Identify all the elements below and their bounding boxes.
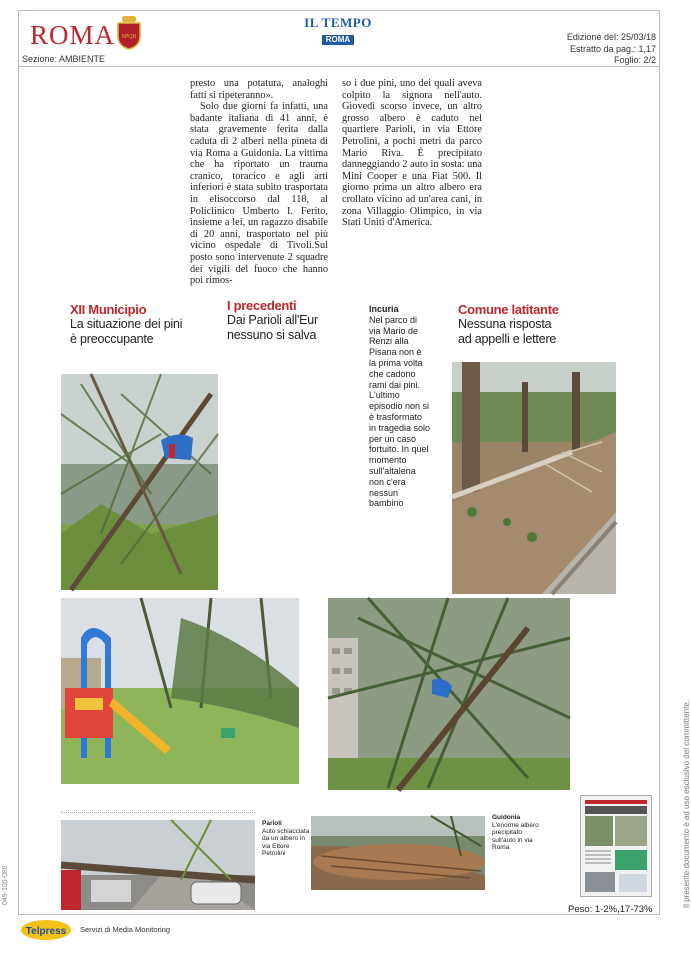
- section-municipio: [70, 302, 200, 347]
- section-title: Comune latitante: [458, 302, 559, 317]
- section-subtitle: nessuno si salva: [227, 328, 317, 342]
- article-column-1: [190, 78, 328, 287]
- section-subtitle: è preoccupante: [70, 332, 154, 346]
- section-precedenti: [227, 298, 357, 343]
- section-label: Sezione: AMBIENTE: [22, 54, 106, 64]
- masthead: [300, 16, 376, 47]
- caption-guidonia: [492, 814, 542, 852]
- front-page-thumbnail: [580, 795, 652, 897]
- city-title: ROMA: [30, 20, 116, 50]
- article-paragraph: Solo due giorni fa infatti, una badante italiana di 41 anni, è stata gravemente ferita dalla caduta di 2 alberi nella pineta di via Roma a Guidonia. La vittima che ha riportato un trauma cranico, toracico e agli arti inferiori è stata subito trasportata in elisoccorso dal 118, al Policlinico Umberto I. Ferito, insieme a lei, un ragazzo disabile di 20 anni, trasportato nel più vicino ospedale di Tivoli.Sul posto sono intervenute 2 squadre dei vigili del fuoco che hanno poi rimos-: [190, 101, 328, 287]
- document-code: 049-105-080: [2, 865, 9, 905]
- caption-incuria: [369, 304, 431, 509]
- rome-crest-icon: [116, 16, 142, 50]
- photo-guidonia-trunk: [311, 816, 485, 890]
- article-column-2: [342, 78, 482, 229]
- weight-info: Peso: 1-2%,17-73%: [568, 904, 653, 915]
- caption-title: Parioli: [262, 820, 282, 827]
- caption-parioli: [262, 820, 310, 858]
- edition-date: Edizione del: 25/03/18: [566, 32, 656, 42]
- section-subtitle: Dai Parioli all'Eur: [227, 313, 318, 327]
- article-paragraph: so i due pini, uno dei quali aveva colpito la signora nell'auto. Giovedì scorso invece, un altro grosso albero è caduto nel quartiere Parioli, in via Ettore Petrolini, a pochi metri da parco Mario Riva. È precipitato danneggiando 2 auto in sosta: una Mini Cooper e una Fiat 500. Il giorno prima un altro albero era crollato vicino ad un'area cani, in zona Villaggio Olimpico, in via Stati Uniti d'America.: [342, 78, 482, 229]
- caption-text: L'enorme albero precipitato sull'auto in via Roma: [492, 821, 539, 852]
- photo-fallen-tree-building: [328, 598, 570, 790]
- header-divider: [18, 66, 660, 67]
- section-latitante: [458, 302, 598, 347]
- section-title: I precedenti: [227, 298, 297, 313]
- caption-title: Guidonia: [492, 814, 521, 821]
- caption-text: Auto schiacciata da un albero in via Ettore Petrolini: [262, 827, 310, 858]
- extract-pages: Estratto da pag.: 1,17: [569, 43, 656, 54]
- section-subtitle: Nessuna risposta: [458, 317, 552, 331]
- section-title: XII Municipio: [70, 302, 147, 317]
- masthead-title: IL TEMPO: [304, 15, 372, 30]
- section-subtitle: ad appelli e lettere: [458, 332, 557, 346]
- parioli-top-rule: [61, 812, 255, 816]
- caption-text: Nel parco di via Mario de Renzi alla Pisana non è la prima volta che cadono rami dai pini. L'ultimo episodio non si è trasformato in tragedia solo per un caso fortuito. In quel momento sull'altalena non c'era nessun bambino: [369, 314, 431, 509]
- photo-fallen-branch: [452, 362, 616, 594]
- photo-fallen-pine: [61, 374, 218, 590]
- sheet-number: Foglio: 2/2: [613, 55, 656, 65]
- services-label: Servizi di Media Monitoring: [80, 925, 171, 934]
- telpress-logo: [20, 919, 72, 941]
- edition-meta: [567, 32, 656, 67]
- article-paragraph: presto una potatura, analoghi fatti si ripeteranno».: [190, 78, 328, 101]
- photo-playground: [61, 598, 299, 784]
- photo-parioli-car: [61, 820, 255, 910]
- section-subtitle: La situazione dei pini: [70, 317, 183, 331]
- usage-notice: Il presente documento è ad uso esclusivo del committente.: [682, 700, 691, 909]
- svg-text:SPQR: SPQR: [121, 34, 137, 40]
- telpress-logo-text: Telpress: [25, 926, 67, 937]
- caption-title: Incuria: [369, 304, 399, 314]
- masthead-subtitle: ROMA: [322, 35, 354, 45]
